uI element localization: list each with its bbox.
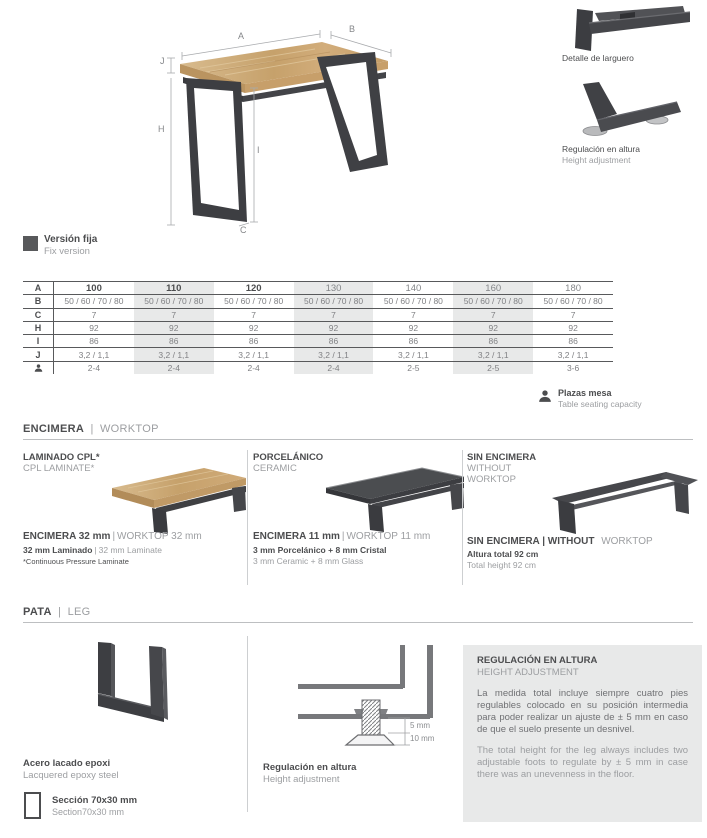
spec-table-row bbox=[23, 347, 613, 360]
laminate-title: LAMINADO CPL* bbox=[23, 452, 100, 463]
size-column-header: 180 bbox=[565, 282, 582, 294]
table-cell: 50 / 60 / 70 / 80 bbox=[453, 295, 533, 307]
spec-table-row bbox=[23, 294, 613, 307]
leg-section-en: Section70x30 mm bbox=[52, 807, 125, 817]
laminate-detail-line: 32 mm Laminado | 32 mm Laminate bbox=[23, 545, 162, 555]
spec-table-row bbox=[23, 334, 613, 347]
without-title-en1: WITHOUT bbox=[467, 463, 512, 474]
table-cell: 86 bbox=[89, 336, 99, 347]
dim-label-a: A bbox=[238, 31, 245, 41]
dim-label-b: B bbox=[349, 24, 356, 34]
table-cell: 7 bbox=[251, 309, 257, 320]
table-cell: 3,2 / 1,1 bbox=[398, 349, 429, 360]
table-cell: 50 / 60 / 70 / 80 bbox=[294, 295, 374, 307]
table-cell: 92 bbox=[248, 323, 259, 334]
table-cell: 3,2 / 1,1 bbox=[78, 349, 110, 360]
table-cell: 50 / 60 / 70 / 80 bbox=[134, 295, 214, 307]
person-icon bbox=[538, 389, 552, 403]
size-column-header: 120 bbox=[245, 282, 262, 294]
info-box-title-en: HEIGHT ADJUSTMENT bbox=[477, 667, 579, 678]
leg-material-en: Lacquered epoxy steel bbox=[23, 770, 119, 781]
without-detail-es: Altura total 92 cm bbox=[467, 549, 539, 559]
table-dimension-diagram bbox=[155, 25, 405, 240]
table-cell: 92 bbox=[89, 323, 99, 334]
table-cell: 3,2 / 1,1 bbox=[453, 348, 533, 360]
table-cell: 2-5 bbox=[407, 362, 420, 373]
size-column-header: 140 bbox=[405, 282, 422, 294]
leg-adjustment-en: Height adjustment bbox=[263, 774, 340, 785]
table-cell: 50 / 60 / 70 / 80 bbox=[543, 296, 603, 307]
seats-legend-subtitle: Table seating capacity bbox=[558, 399, 642, 409]
person-icon bbox=[34, 363, 43, 373]
row-label: B bbox=[23, 295, 54, 307]
size-column-header: 160 bbox=[453, 282, 533, 294]
row-label: H bbox=[23, 322, 54, 334]
row-label: A bbox=[23, 282, 54, 294]
laminate-spec-line: ENCIMERA 32 mm | WORKTOP 32 mm bbox=[23, 531, 202, 542]
dim-10mm-label: 10 mm bbox=[410, 734, 435, 743]
without-detail-en: Total height 92 cm bbox=[467, 560, 536, 570]
table-cell: 3,2 / 1,1 bbox=[134, 348, 214, 360]
spec-table-row bbox=[23, 361, 613, 374]
table-cell: 50 / 60 / 70 / 80 bbox=[64, 296, 124, 307]
without-title: SIN ENCIMERA bbox=[467, 452, 537, 463]
table-cell: 2-4 bbox=[247, 362, 260, 373]
leg-divider bbox=[247, 636, 248, 812]
size-column-header: 130 bbox=[294, 282, 374, 294]
leg-material-es: Acero lacado epoxi bbox=[23, 758, 111, 769]
row-label-seats bbox=[23, 362, 54, 374]
table-cell: 86 bbox=[453, 335, 533, 347]
table-cell: 7 bbox=[91, 309, 97, 320]
table-cell: 3,2 / 1,1 bbox=[294, 348, 374, 360]
table-cell: 50 / 60 / 70 / 80 bbox=[383, 296, 443, 307]
stretcher-detail-caption: Detalle de larguero bbox=[562, 53, 634, 63]
fixed-version-subtitle: Fix version bbox=[44, 246, 90, 257]
worktop-divider-1 bbox=[247, 450, 248, 585]
spec-table-row bbox=[23, 321, 613, 334]
laminate-footnote: *Continuous Pressure Laminate bbox=[23, 557, 129, 566]
info-box-paragraph-es: La medida total incluye siempre cuatro pies regulables colocado en su posición intermedia para poder realizar un ajuste de ± 5 mm en caso de que el suelo presente un desnivel. bbox=[477, 688, 688, 735]
table-cell: 92 bbox=[453, 322, 533, 334]
fixed-version-swatch bbox=[23, 236, 38, 251]
row-label: C bbox=[23, 309, 54, 321]
table-cell: 3-6 bbox=[566, 362, 580, 373]
without-spec-line: SIN ENCIMERA | WITHOUT WORKTOP bbox=[467, 536, 653, 547]
leg-heading-en: LEG bbox=[67, 606, 91, 618]
ceramic-spec-line: ENCIMERA 11 mm | WORKTOP 11 mm bbox=[253, 531, 431, 542]
leg-heading-es: PATA bbox=[23, 606, 52, 618]
table-cell: 86 bbox=[408, 336, 419, 347]
info-box-paragraph-en: The total height for the leg always includes two adjustable foots to regulate by ± 5 mm in case there was an unevenness in the floor. bbox=[477, 745, 688, 780]
table-cell: 86 bbox=[134, 335, 214, 347]
worktop-heading-es: ENCIMERA bbox=[23, 423, 85, 435]
leg-section-header: PATA | LEG bbox=[23, 606, 693, 623]
ceramic-title: PORCELÁNICO bbox=[253, 452, 324, 463]
height-adjustment-image bbox=[565, 80, 685, 140]
dim-label-c: C bbox=[240, 225, 247, 235]
worktop-heading-en: WORKTOP bbox=[99, 423, 159, 435]
row-label: J bbox=[23, 348, 54, 360]
spec-table-row bbox=[23, 308, 613, 321]
table-cell: 7 bbox=[294, 309, 374, 321]
worktop-section-header: ENCIMERA | WORKTOP bbox=[23, 423, 693, 440]
leg-adjustment-es: Regulación en altura bbox=[263, 762, 357, 773]
without-title-en2: WORKTOP bbox=[467, 474, 516, 485]
table-cell: 2-5 bbox=[453, 362, 533, 374]
dim-5mm-label: 5 mm bbox=[410, 721, 430, 730]
ceramic-detail-en: 3 mm Ceramic + 8 mm Glass bbox=[253, 556, 364, 566]
table-cell: 2-4 bbox=[134, 362, 214, 374]
dim-label-h: H bbox=[158, 124, 165, 134]
section-profile-icon bbox=[24, 792, 41, 819]
size-column-header: 100 bbox=[86, 282, 102, 294]
table-cell: 2-4 bbox=[87, 362, 101, 373]
ceramic-detail-es: 3 mm Porcelánico + 8 mm Cristal bbox=[253, 545, 387, 555]
table-cell: 7 bbox=[134, 309, 214, 321]
table-cell: 3,2 / 1,1 bbox=[238, 349, 269, 360]
spec-table bbox=[23, 281, 613, 374]
ceramic-title-en: CERAMIC bbox=[253, 463, 297, 474]
laminate-worktop-image bbox=[108, 466, 248, 536]
height-adjustment-caption-es: Regulación en altura bbox=[562, 144, 640, 154]
leg-section-es: Sección 70x30 mm bbox=[52, 795, 138, 806]
leg-image bbox=[86, 638, 181, 730]
table-cell: 86 bbox=[248, 336, 259, 347]
table-cell: 92 bbox=[134, 322, 214, 334]
size-column-header: 110 bbox=[134, 282, 214, 294]
table-cell: 2-4 bbox=[294, 362, 374, 374]
table-cell: 7 bbox=[570, 309, 576, 320]
table-cell: 92 bbox=[568, 323, 578, 334]
table-cell: 86 bbox=[294, 335, 374, 347]
fixed-version-title: Versión fija bbox=[44, 234, 98, 245]
spec-table-header-row bbox=[23, 281, 613, 294]
table-cell: 86 bbox=[568, 336, 578, 347]
dim-label-i: I bbox=[257, 145, 260, 155]
table-cell: 50 / 60 / 70 / 80 bbox=[224, 296, 284, 307]
laminate-title-en: CPL LAMINATE* bbox=[23, 463, 95, 474]
table-cell: 7 bbox=[411, 309, 416, 320]
height-adjustment-info-box bbox=[463, 645, 702, 822]
dim-label-j: J bbox=[160, 56, 165, 66]
table-cell: 92 bbox=[294, 322, 374, 334]
stretcher-detail-image bbox=[565, 5, 690, 52]
info-box-title-es: REGULACIÓN EN ALTURA bbox=[477, 655, 598, 666]
height-adjustment-caption-en: Height adjustment bbox=[562, 155, 631, 165]
row-label: I bbox=[23, 335, 54, 347]
table-cell: 3,2 / 1,1 bbox=[557, 349, 589, 360]
frame-only-image bbox=[548, 468, 698, 538]
table-cell: 92 bbox=[408, 323, 419, 334]
ceramic-worktop-image bbox=[322, 466, 467, 534]
worktop-divider-2 bbox=[462, 450, 463, 585]
table-cell: 7 bbox=[453, 309, 533, 321]
seats-legend-title: Plazas mesa bbox=[558, 388, 612, 398]
